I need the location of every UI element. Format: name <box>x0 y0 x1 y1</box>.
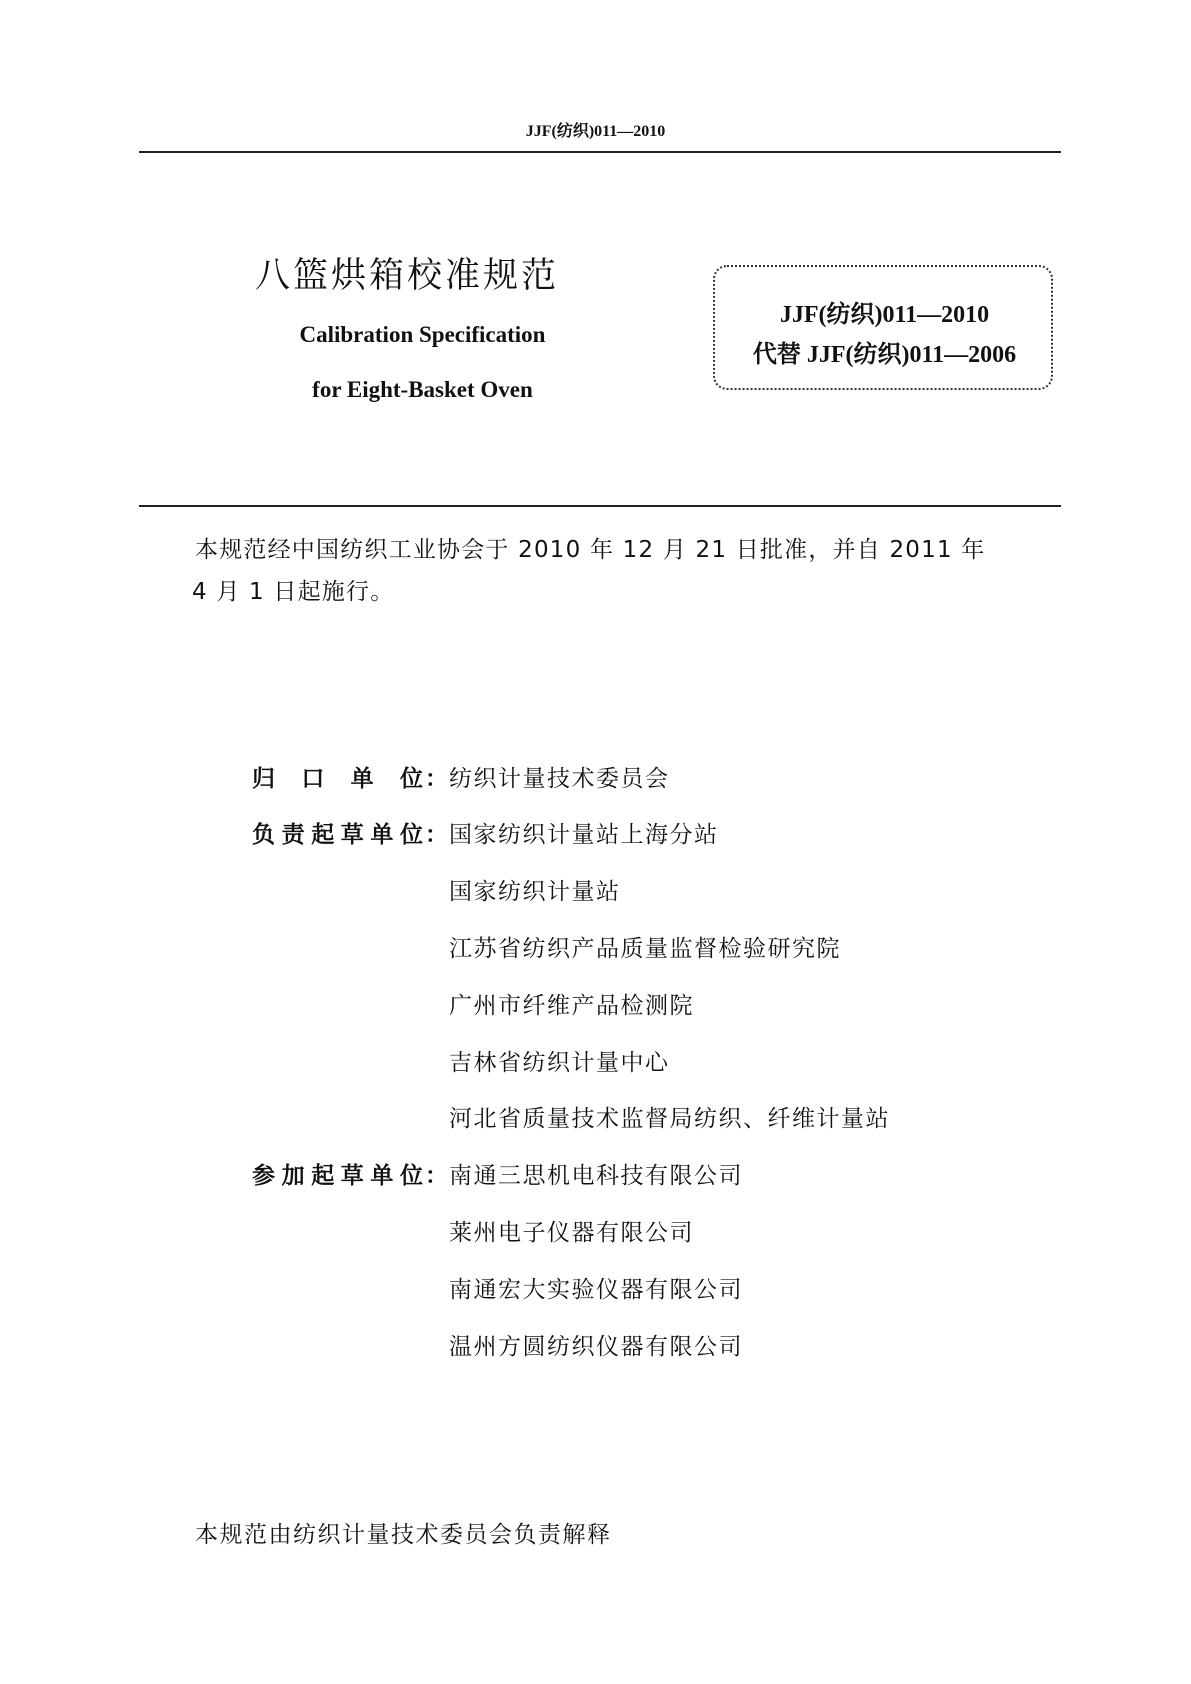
unit-colon: ： <box>425 1163 448 1190</box>
unit-value: 国家纺织计量站上海分站 <box>449 822 719 849</box>
unit-value: 国家纺织计量站 <box>449 879 621 906</box>
unit-row <box>252 1324 743 1364</box>
unit-value: 河北省质量技术监督局纺织、纤维计量站 <box>449 1106 890 1133</box>
unit-colon: ： <box>425 822 448 849</box>
unit-label: 归口单位 <box>252 765 425 792</box>
unit-colon: ： <box>425 765 448 792</box>
unit-row <box>252 926 841 966</box>
title-en-line2: for Eight-Basket Oven <box>312 377 533 402</box>
unit-value: 纺织计量技术委员会 <box>449 765 670 792</box>
title-zh: 八篮烘箱校准规范 <box>255 256 560 296</box>
unit-row <box>252 1267 743 1307</box>
unit-value: 吉林省纺织计量中心 <box>449 1049 670 1076</box>
section-rule <box>139 505 1061 507</box>
unit-label: 参加起草单位 <box>252 1163 425 1190</box>
unit-row <box>252 983 694 1023</box>
unit-value: 南通宏大实验仪器有限公司 <box>449 1276 743 1303</box>
unit-value: 江苏省纺织产品质量监督检验研究院 <box>449 935 841 962</box>
unit-row <box>252 870 621 910</box>
unit-row <box>252 1097 890 1137</box>
approval-paragraph <box>192 529 1061 613</box>
top-rule <box>139 151 1061 153</box>
running-header-code: JJF(纺织)011—2010 <box>525 123 666 140</box>
interpretation-note: 本规范由纺织计量技术委员会负责解释 <box>195 1522 612 1548</box>
unit-row <box>252 1210 694 1250</box>
unit-row <box>252 1040 670 1080</box>
code-box-replaces: 代替 JJF(纺织)011—2006 <box>752 342 1017 368</box>
unit-value: 广州市纤维产品检测院 <box>449 992 694 1019</box>
title-en-line1: Calibration Specification <box>299 322 546 347</box>
unit-value: 莱州电子仪器有限公司 <box>449 1219 694 1246</box>
unit-row <box>252 1154 743 1194</box>
approval-line1: 本规范经中国纺织工业协会于 2010 年 12 月 21 日批准，并自 2011 年 <box>195 537 986 563</box>
unit-row <box>252 813 719 853</box>
unit-value: 南通三思机电科技有限公司 <box>449 1163 743 1190</box>
unit-row <box>252 756 670 796</box>
code-box-code: JJF(纺织)011—2010 <box>779 302 990 328</box>
approval-line2: 4 月 1 日起施行。 <box>192 579 395 605</box>
unit-label: 负责起草单位 <box>252 822 425 849</box>
unit-value: 温州方圆纺织仪器有限公司 <box>449 1333 743 1360</box>
